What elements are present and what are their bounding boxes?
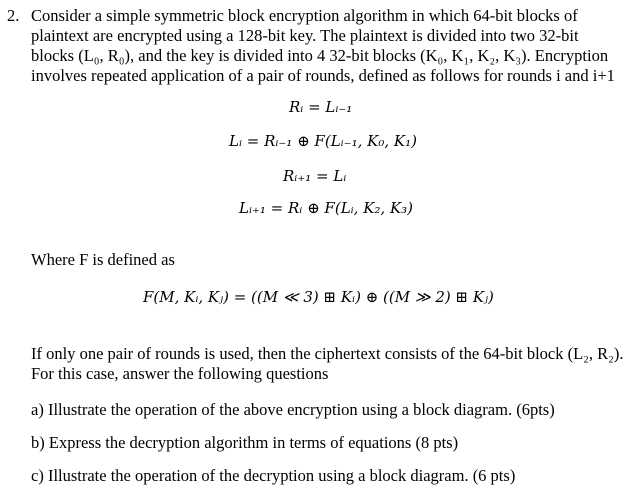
equation-l-i: Lᵢ = Rᵢ₋₁ ⊕ F(Lᵢ₋₁, K₀, K₁) (229, 132, 417, 150)
part-b: b) Express the decryption algorithm in terms of equations (8 pts) (31, 433, 459, 452)
intro-line-4: involves repeated application of a pair of rounds, defined as follows for rounds i and i+1 (31, 66, 615, 85)
question-number: 2. (7, 6, 20, 25)
equation-l-i-plus-1: Lᵢ₊₁ = Rᵢ ⊕ F(Lᵢ, K₂, K₃) (239, 199, 414, 217)
intro-line-1: Consider a simple symmetric block encryption algorithm in which 64-bit blocks of (31, 6, 578, 25)
part-c: c) Illustrate the operation of the decryption using a block diagram. (6 pts) (31, 466, 516, 485)
case-line-2: For this case, answer the following questions (31, 364, 329, 383)
intro-line-2: plaintext are encrypted using a 128-bit key. The plaintext is divided into two 32-bit (31, 26, 579, 45)
equation-r-i: Rᵢ = Lᵢ₋₁ (289, 98, 353, 116)
where-text: Where F is defined as (31, 250, 175, 269)
case-line-1: If only one pair of rounds is used, then the ciphertext consists of the 64-bit block (L₂, R₂). (31, 344, 624, 363)
part-a: a) Illustrate the operation of the above encryption using a block diagram. (6pts) (31, 400, 555, 419)
equation-r-i-plus-1: Rᵢ₊₁ = Lᵢ (283, 167, 347, 185)
intro-line-3: blocks (L₀, R₀), and the key is divided into 4 32-bit blocks (K₀, K₁, K₂, K₃). Encryption (31, 46, 609, 65)
question-intro (31, 6, 619, 86)
f-definition: F(M, Kᵢ, Kⱼ) = ((M ≪ 3) ⊞ Kᵢ) ⊕ ((M ≫ 2) ⊞ Kⱼ) (143, 288, 494, 306)
